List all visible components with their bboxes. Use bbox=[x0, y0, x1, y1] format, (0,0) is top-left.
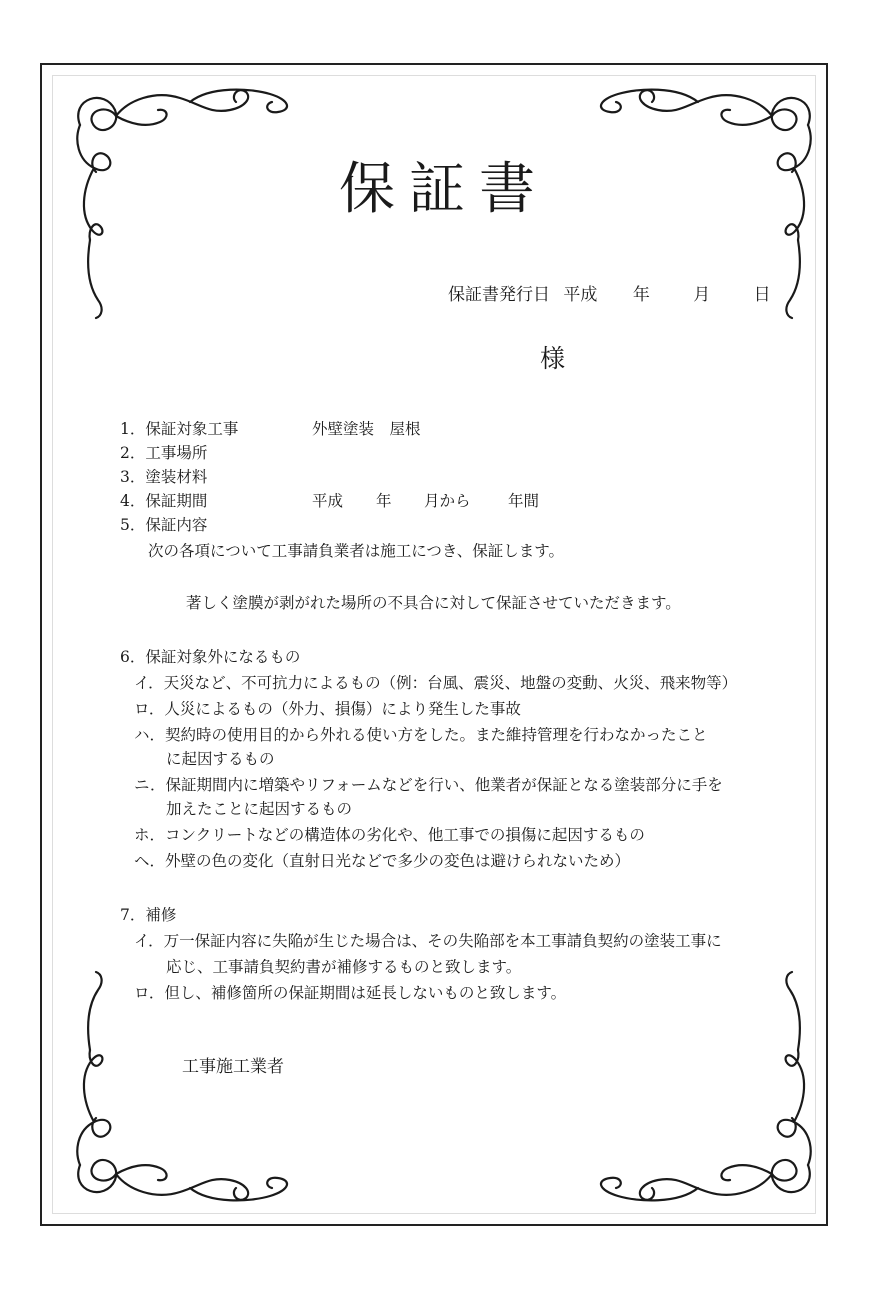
item-content-label: 5．保証内容 bbox=[120, 516, 208, 534]
flourish-bottom-left-icon bbox=[60, 970, 300, 1210]
issue-date-year-unit: 年 bbox=[632, 285, 650, 305]
repair-item-a-cont: 応じ、工事請負契約書が補修するものと致します。 bbox=[166, 958, 522, 976]
item-target-work-label: 1．保証対象工事 bbox=[120, 420, 239, 438]
item-period-years: 年間 bbox=[508, 492, 540, 510]
item-material-label: 3．塗装材料 bbox=[120, 468, 208, 486]
item-content-line2: 著しく塗膜が剥がれた場所の不具合に対して保証させていただきます。 bbox=[186, 594, 681, 612]
repair-item-a: イ．万一保証内容に失陥が生じた場合は、その失陥部を本工事請負契約の塗装工事に bbox=[134, 932, 722, 950]
exclusion-item-d-cont: 加えたことに起因するもの bbox=[166, 800, 353, 818]
exclusion-item-a: イ．天災など、不可抗力によるもの（例：台風、震災、地盤の変動、火災、飛来物等） bbox=[134, 674, 738, 692]
item-period-month-from: 月から bbox=[424, 492, 471, 510]
issue-date-month-unit: 月 bbox=[693, 285, 711, 305]
item-target-work bbox=[120, 418, 238, 440]
exclusions-heading: 6．保証対象外になるもの bbox=[120, 648, 301, 666]
exclusion-item-b: ロ．人災によるもの（外力、損傷）により発生した事故 bbox=[134, 700, 521, 718]
exclusion-item-e: ホ．コンクリートなどの構造体の劣化や、他工事での損傷に起因するもの bbox=[134, 826, 645, 844]
item-period-year-unit: 年 bbox=[376, 492, 392, 510]
exclusion-item-c: ハ．契約時の使用目的から外れる使い方をした。また維持管理を行わなかったこと bbox=[134, 726, 708, 744]
issue-date-label: 保証書発行日 bbox=[448, 285, 550, 305]
issue-date-era: 平成 bbox=[563, 285, 598, 305]
page-title: 保証書 bbox=[339, 157, 549, 222]
item-content-line1: 次の各項について工事請負業者は施工につき、保証します。 bbox=[148, 542, 565, 560]
recipient-suffix: 様 bbox=[540, 344, 566, 373]
contractor-label: 工事施工業者 bbox=[182, 1057, 284, 1077]
issue-date-day-unit: 日 bbox=[753, 285, 771, 305]
exclusion-item-f: ヘ．外壁の色の変化（直射日光などで多少の変色は避けられないため） bbox=[134, 852, 631, 870]
item-period-era: 平成 bbox=[312, 492, 344, 510]
repair-heading: 7．補修 bbox=[120, 906, 177, 924]
item-site-label: 2．工事場所 bbox=[120, 444, 208, 462]
exclusion-item-c-cont: に起因するもの bbox=[166, 750, 275, 768]
issue-date bbox=[448, 283, 771, 307]
item-target-work-value: 外壁塗装 屋根 bbox=[312, 420, 421, 438]
item-period-label: 4．保証期間 bbox=[120, 492, 208, 510]
flourish-bottom-right-icon bbox=[588, 970, 828, 1210]
exclusion-item-d: ニ．保証期間内に増築やリフォームなどを行い、他業者が保証となる塗装部分に手を bbox=[134, 776, 723, 794]
repair-item-b: ロ．但し、補修箇所の保証期間は延長しないものと致します。 bbox=[134, 984, 567, 1002]
